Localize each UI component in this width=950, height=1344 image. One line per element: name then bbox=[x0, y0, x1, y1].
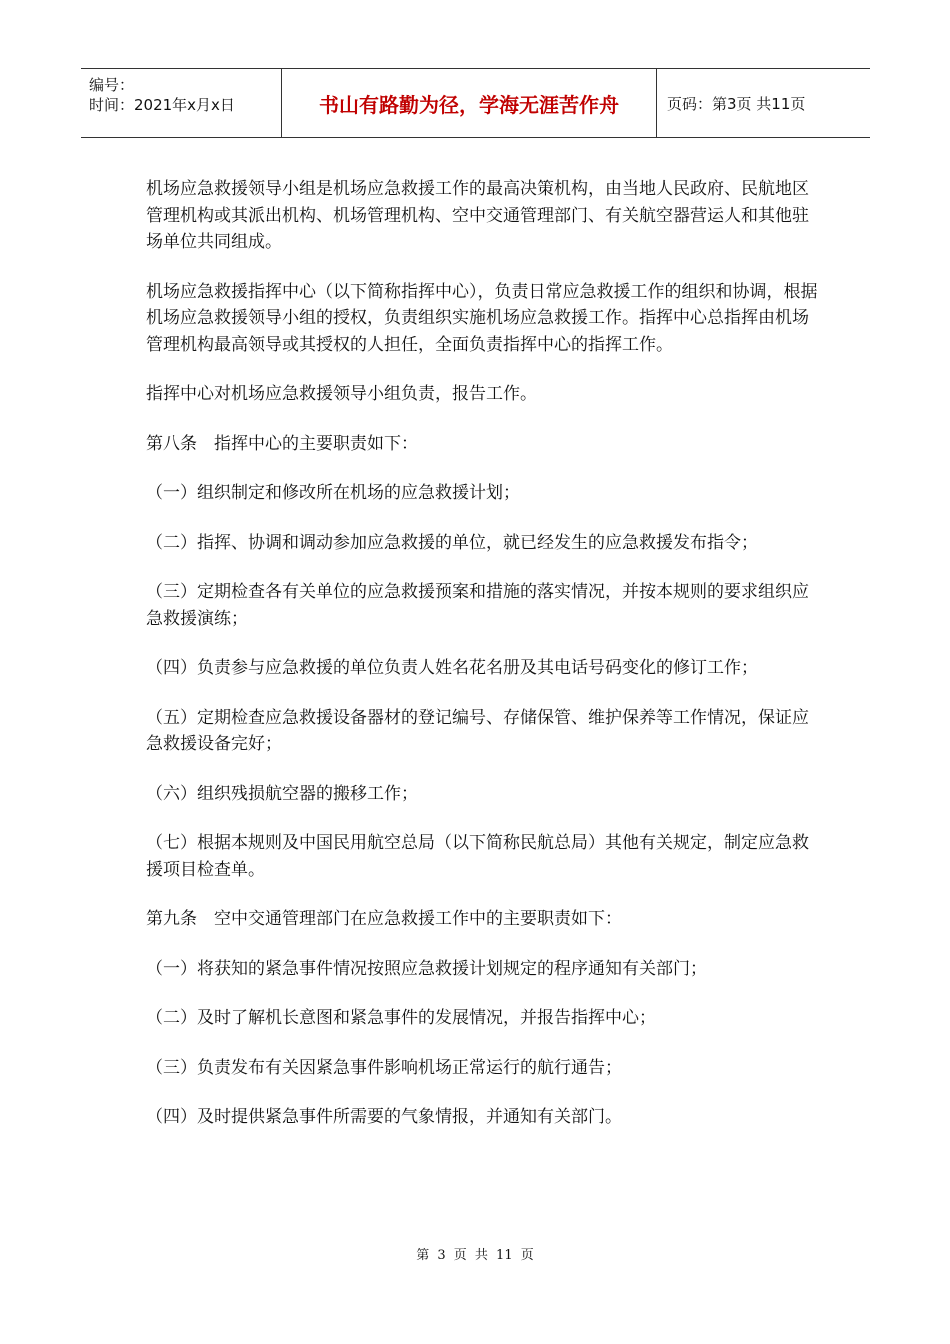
header-page-info: 页码：第3页 共11页 bbox=[667, 94, 806, 113]
list-item: （四）及时提供紧急事件所需要的气象情报，并通知有关部门。 bbox=[146, 1107, 622, 1127]
article-heading: 第九条 空中交通管理部门在应急救援工作中的主要职责如下： bbox=[146, 909, 622, 929]
paragraph: 机场应急救援领导小组是机场应急救援工作的最高决策机构，由当地人民政府、民航地区管理机构或其派出机构、机场管理机构、空中交通管理部门、有关航空器营运人和其他驻场单位共同组成。 bbox=[146, 179, 809, 252]
list-item: （四）负责参与应急救援的单位负责人姓名花名册及其电话号码变化的修订工作； bbox=[146, 658, 758, 678]
list-item: （六）组织残损航空器的搬移工作； bbox=[146, 783, 418, 804]
list-item: （三）定期检查各有关单位的应急救援预案和措施的落实情况，并按本规则的要求组织应急救援演练； bbox=[146, 582, 809, 629]
list-item: （五）定期检查应急救援设备器材的登记编号、存储保管、维护保养等工作情况，保证应急救援设备完好； bbox=[146, 707, 809, 754]
list-item: （一）组织制定和修改所在机场的应急救援计划； bbox=[146, 483, 520, 503]
article-heading: 第八条 指挥中心的主要职责如下： bbox=[146, 433, 418, 454]
header-motto: 书山有路勤为径，学海无涯苦作舟 bbox=[281, 69, 657, 137]
document-body bbox=[146, 176, 818, 1154]
document-number-label: 编号： bbox=[89, 76, 135, 94]
list-item: （一）将获知的紧急事件情况按照应急救援计划规定的程序通知有关部门； bbox=[146, 958, 707, 979]
paragraph: 指挥中心对机场应急救援领导小组负责，报告工作。 bbox=[146, 384, 537, 404]
list-item: （七）根据本规则及中国民用航空总局（以下简称民航总局）其他有关规定，制定应急救援项目检查单。 bbox=[146, 833, 809, 880]
list-item: （二）及时了解机长意图和紧急事件的发展情况，并报告指挥中心； bbox=[146, 1008, 656, 1028]
page-header bbox=[81, 68, 870, 138]
paragraph: 机场应急救援指挥中心（以下简称指挥中心），负责日常应急救援工作的组织和协调，根据机场应急救援领导小组的授权，负责组织实施机场应急救援工作。指挥中心总指挥由机场管理机构最高领导或其授权的人担任，全面负责指挥中心的指挥工作。 bbox=[146, 281, 818, 355]
list-item: （三）负责发布有关因紧急事件影响机场正常运行的航行通告； bbox=[146, 1057, 622, 1078]
header-meta bbox=[81, 69, 281, 137]
document-date-label: 时间：2021年x月x日 bbox=[89, 96, 235, 114]
page-footer: 第 3 页 共 11 页 bbox=[416, 1248, 534, 1263]
list-item: （二）指挥、协调和调动参加应急救援的单位，就已经发生的应急救援发布指令； bbox=[146, 532, 758, 553]
